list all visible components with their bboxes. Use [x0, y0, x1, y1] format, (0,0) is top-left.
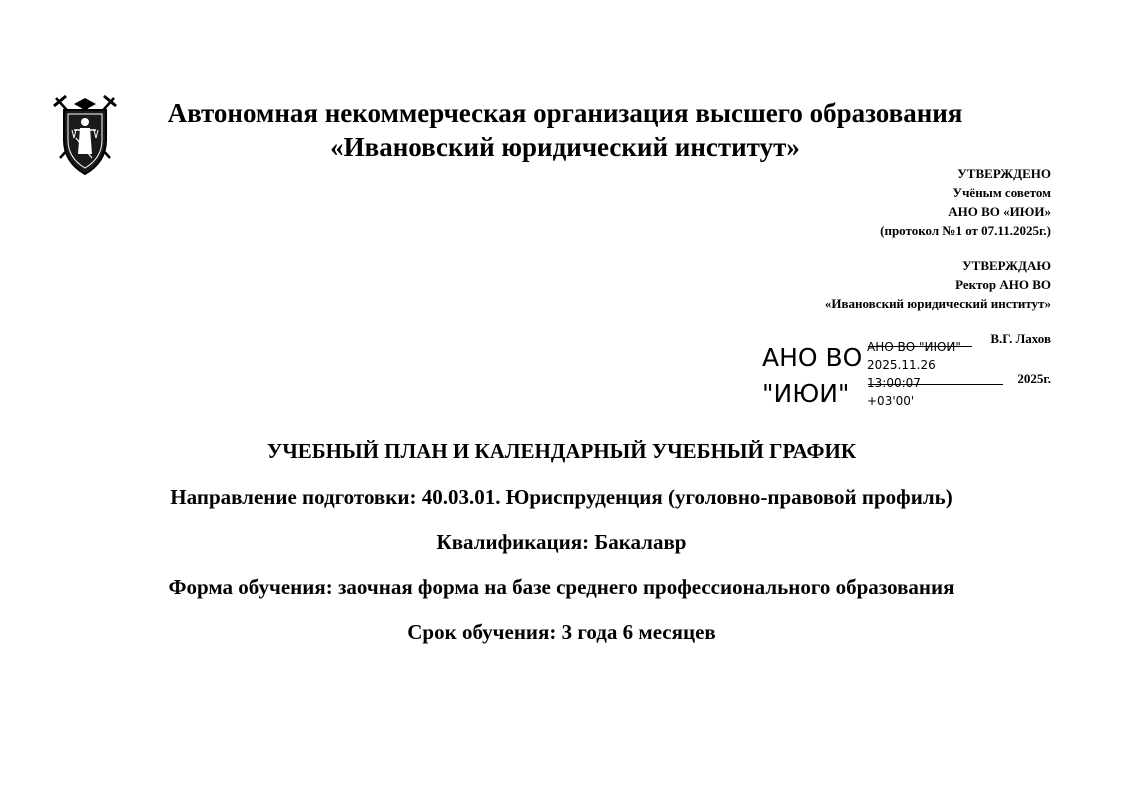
training-direction: Направление подготовки: 40.03.01. Юриспруденция (уголовно-правовой профиль) — [170, 485, 953, 509]
approved-by: Учёным советом — [952, 185, 1051, 200]
stamp-signer: АНО ВО "ИЮИ" — [867, 340, 961, 354]
digital-signature-stamp-details — [867, 338, 961, 410]
institute-name: «Ивановский юридический институт» — [330, 132, 800, 162]
study-form: Форма обучения: заочная форма на базе среднего профессионального образования — [168, 575, 955, 599]
approved-protocol: (протокол №1 от 07.11.2025г.) — [880, 223, 1051, 238]
digital-signature-stamp-large — [762, 340, 862, 412]
approval-year: 2025г. — [1017, 371, 1051, 386]
document-title: УЧЕБНЫЙ ПЛАН И КАЛЕНДАРНЫЙ УЧЕБНЫЙ ГРАФИК — [266, 439, 857, 463]
stamp-large-line2: "ИЮИ" — [762, 379, 850, 408]
rector-title: Ректор АНО ВО — [955, 277, 1051, 292]
law-institute-emblem-icon — [52, 92, 118, 176]
approved-by-council-block — [631, 164, 1051, 240]
rector-approve-label: УТВЕРЖДАЮ — [962, 258, 1051, 273]
study-term: Срок обучения: 3 года 6 месяцев — [407, 620, 716, 644]
rector-signature-name: В.Г. Лахов — [990, 331, 1051, 346]
stamp-timezone: +03'00' — [867, 394, 915, 408]
rector-org: «Ивановский юридический институт» — [824, 296, 1051, 311]
approved-label: УТВЕРЖДЕНО — [957, 166, 1051, 181]
stamp-date: 2025.11.26 — [867, 358, 936, 372]
organization-name: Автономная некоммерческая организация высшего образования — [167, 98, 963, 128]
qualification: Квалификация: Бакалавр — [436, 530, 687, 554]
rector-approval-block — [631, 256, 1051, 313]
stamp-large-line1: АНО ВО — [762, 343, 863, 372]
stamp-time: 13:00:07 — [867, 376, 921, 390]
approved-org: АНО ВО «ИЮИ» — [948, 204, 1051, 219]
